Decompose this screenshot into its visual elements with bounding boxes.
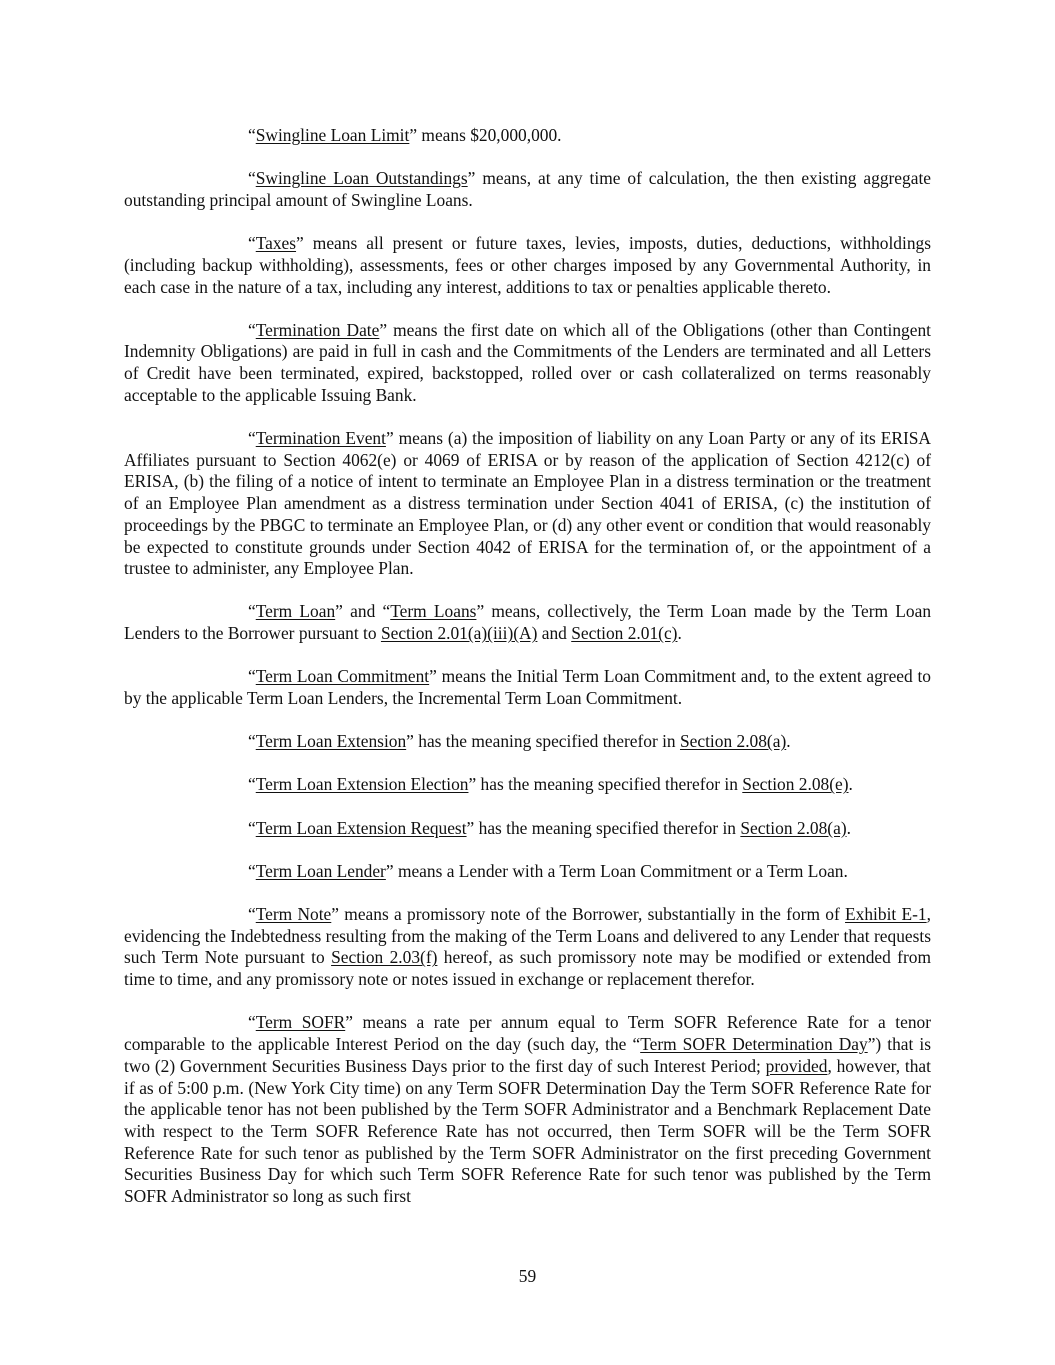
section-reference: Section 2.01(c)	[571, 623, 678, 644]
definition-term-loan-lender: “Term Loan Lender” means a Lender with a Term Loan Commitment or a Term Loan.	[248, 860, 848, 881]
defined-term: Termination Date	[255, 319, 380, 340]
defined-term: Swingline Loan Outstandings	[255, 168, 468, 189]
defined-term: Term Loan Lender	[255, 860, 386, 881]
proviso-term: provided	[765, 1055, 828, 1076]
defined-term: Taxes	[255, 233, 297, 254]
defined-term: Term Loan Extension	[255, 731, 407, 752]
definition-term-loan-extension-election: “Term Loan Extension Election” has the meaning specified therefor in Section 2.08(e).	[248, 774, 853, 795]
definition-termination-event: “Termination Event” means (a) the imposition of liability on any Loan Party or any of its ERISA Affiliates pursuant to Section 4062(e) or 4069 of ERISA or by reason of the application of Section 4212(c) of ERISA, (b) the filing of a notice of intent to terminate an Employee Plan in a distress termination or the treatment of an Employee Plan amendment as a distress termination under Section 4041 of ERISA, (c) the institution of proceedings by the PBGC to terminate an Employee Plan, or (d) any other event or condition that would reasonably be expected to constitute grounds under Section 4042 of ERISA for the termination of, or the appointment of a trustee to administer, any Employee Plan.	[124, 428, 931, 579]
definition-swingline-loan-limit: “Swingline Loan Limit” means $20,000,000.	[248, 125, 562, 145]
defined-term: Term Loan Extension Election	[255, 774, 469, 795]
definition-swingline-loan-outstandings: “Swingline Loan Outstandings” means, at any time of calculation, the then existing aggregate outstanding principal amount of Swingline Loans.	[124, 168, 931, 210]
defined-term: Term SOFR	[255, 1012, 346, 1033]
defined-term: Term Loans	[390, 601, 477, 622]
definition-term-loan-extension-request: “Term Loan Extension Request” has the meaning specified therefor in Section 2.08(a).	[248, 817, 851, 838]
defined-term: Term SOFR Determination Day	[640, 1034, 868, 1055]
section-reference: Section 2.08(a)	[740, 817, 847, 838]
exhibit-reference: Exhibit E-1	[845, 904, 927, 925]
page-number: 59	[518, 1266, 537, 1286]
section-reference: Section 2.08(a)	[679, 731, 787, 752]
section-reference: Section 2.01(a)(iii)(A)	[380, 623, 538, 644]
definition-term-loan-extension: “Term Loan Extension” has the meaning specified therefor in Section 2.08(a).	[248, 731, 791, 752]
defined-term: Swingline Loan Limit	[255, 125, 410, 145]
section-reference: Section 2.08(e)	[742, 774, 849, 795]
defined-term: Termination Event	[255, 428, 386, 449]
definitions-section	[124, 125, 931, 1208]
section-reference: Section 2.03(f)	[331, 947, 438, 968]
defined-term: Term Loan Commitment	[255, 666, 430, 687]
definition-termination-date: “Termination Date” means the first date on which all of the Obligations (other than Contingent Indemnity Obligations) are paid in full in cash and the Commitments of the Lenders are terminated and all Letters of Credit have been terminated, expired, backstopped, rolled over or cash collateralized on terms reasonably acceptable to the applicable Issuing Bank.	[124, 319, 931, 405]
definition-taxes: “Taxes” means all present or future taxes, levies, imposts, duties, deductions, withholdings (including backup withholding), assessments, fees or other charges imposed by any Governmental Authority, in each case in the nature of a tax, including any interest, additions to tax or penalties applicable thereto.	[124, 233, 931, 297]
definition-term-loan-commitment: “Term Loan Commitment” means the Initial Term Loan Commitment and, to the extent agreed to by the applicable Term Loan Lenders, the Incremental Term Loan Commitment.	[124, 666, 931, 709]
defined-term: Term Note	[255, 904, 332, 925]
defined-term: Term Loan Extension Request	[255, 817, 467, 838]
definition-term-loan: “Term Loan” and “Term Loans” means, collectively, the Term Loan made by the Term Loan Lenders to the Borrower pursuant to Section 2.01(a)(iii)(A) and Section 2.01(c).	[124, 601, 932, 644]
definition-term-note: “Term Note” means a promissory note of the Borrower, substantially in the form of Exhibit E-1, evidencing the Indebtedness resulting from the making of the Term Loans and delivered to any Lender that requests such Term Note pursuant to Section 2.03(f) hereof, as such promissory note may be modified or extended from time to time, and any promissory note or notes issued in exchange or replacement therefor.	[124, 904, 931, 990]
defined-term: Term Loan	[255, 601, 336, 622]
definition-term-sofr: “Term SOFR” means a rate per annum equal to Term SOFR Reference Rate for a tenor comparable to the applicable Interest Period on the day (such day, the “Term SOFR Determination Day”) that is two (2) Government Securities Business Days prior to the first day of such Interest Period; provided, however, that if as of 5:00 p.m. (New York City time) on any Term SOFR Determination Day the Term SOFR Reference Rate for the applicable tenor has not been published by the Term SOFR Administrator and a Benchmark Replacement Date with respect to the Term SOFR Reference Rate has not occurred, then Term SOFR will be the Term SOFR Reference Rate for such tenor as published by the Term SOFR Administrator on the first preceding Government Securities Business Day for which such Term SOFR Reference Rate for such tenor was published by the Term SOFR Administrator so long as such first	[124, 1012, 932, 1207]
